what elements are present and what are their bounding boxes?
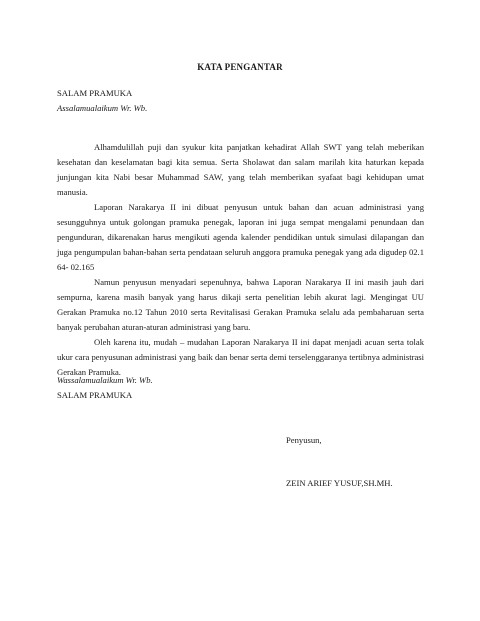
paragraph-1: Alhamdulillah puji dan syukur kita panjatkan kehadirat Allah SWT yang telah meberikan kesehatan dan keselamatan bagi kita semua. Serta Sholawat dan salam marilah kita haturkan kepada junjungan kita Nabi besar Muhammad SAW, yang telah memberikan syafaat bagi kehidupan umat manusia. bbox=[57, 142, 424, 197]
closing-salutation: SALAM PRAMUKA bbox=[57, 390, 133, 400]
paragraph-3: Namun penyusun menyadari sepenuhnya, bahwa Laporan Narakarya II ini masih jauh dari sempurna, karena masih banyak yang harus dikaji serta penelitian lebih akurat lagi. Mengingat UU Gerakan Pramuka no.12 Tahun 2010 serta Revitalisasi Gerakan Pramuka selalu ada pembaharuan serta banyak perubahan aturan-aturan administrasi yang baru. bbox=[57, 277, 424, 332]
page-title: KATA PENGANTAR bbox=[197, 62, 283, 72]
greeting-block bbox=[57, 86, 437, 116]
paragraph-4: Oleh karena itu, mudah – mudahan Laporan Narakarya II ini dapat menjadi acuan serta tolak ukur cara penyusunan administrasi yang baik dan benar serta demi terselenggaranya tertibnya administrasi Gerakan Pramuka. bbox=[57, 337, 424, 377]
body-text bbox=[57, 140, 424, 380]
greeting-salutation: SALAM PRAMUKA bbox=[57, 88, 133, 98]
signature-name: ZEIN ARIEF YUSUF,SH.MH. bbox=[286, 478, 393, 488]
closing-farewell: Wassalamualaikum Wr. Wb. bbox=[57, 375, 153, 385]
signature-label: Penyusun, bbox=[286, 435, 322, 445]
closing-block bbox=[57, 373, 437, 403]
paragraph-2: Laporan Narakarya II ini dibuat penyusun untuk bahan dan acuan administrasi yang sesungguhnya untuk golongan pramuka penegak, laporan ini juga sempat mengalami penundaan dan pengunduran, dikarenakan harus mengikuti agenda kalender pendidikan untuk simulasi dilapangan dan juga pengumpulan bahan-bahan serta pendataan seluruh anggora pramuka penegak yang ada digudep 02.1 64- 02.165 bbox=[57, 202, 424, 272]
greeting-opening: Assalamualaikum Wr. Wb. bbox=[57, 103, 148, 113]
